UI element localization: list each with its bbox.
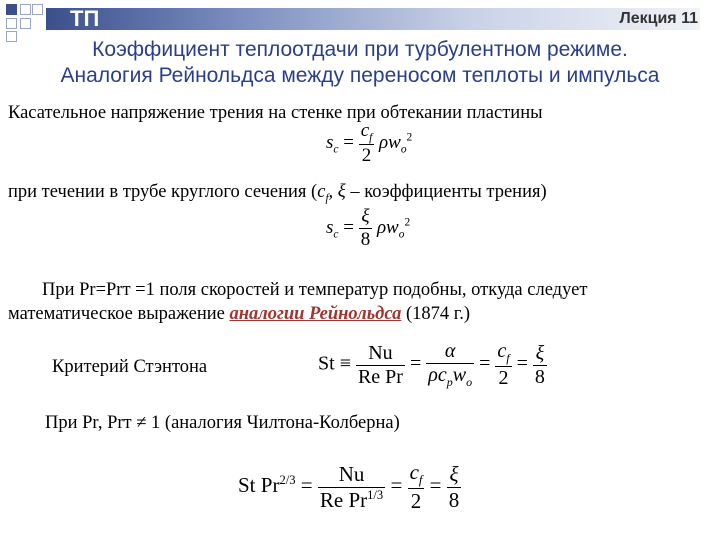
text-line-plate: Касательное напряжение трения на стенке при обтекании пластины xyxy=(8,103,543,123)
formula-chilton-colburn: St $Pr^{2/3}$ = $\frac{Nu}{Re Pr^{1/3}}$ = $\frac{c_f}{2}$ = $\frac{\xi}{8}$ xyxy=(238,460,460,514)
reynolds-analogy-link[interactable]: аналогии Рейнольдса xyxy=(229,304,402,324)
slide-title-line1: Коэффициент теплоотдачи при турбулентном режиме. xyxy=(92,38,628,61)
formula-stanton: St ≡ $\frac{Nu}{\text{Re Pr}}$ = $\frac{\alpha}{\rho c_pw_o}$ = $\frac{c_f}{2}$ = $\frac{\xi}{8}$ xyxy=(318,340,545,389)
text-line-similarity: При Pr=Prт =1 поля скоростей и температур подобны, откуда следует xyxy=(42,280,588,300)
slide-title-line2: Аналогия Рейнольдса между переносом теплоты и импульса xyxy=(60,64,660,87)
formula-pipe-shear: $s_c$ = $\frac{\xi}{8}$ $\rho w_o^2$ xyxy=(326,206,411,250)
text-line-reynolds: математическое выражение аналогии Рейнольдса (1874 г.) xyxy=(8,304,471,324)
lecture-number: Лекция 11 xyxy=(619,10,698,27)
chilton-colburn-label: При Pr, Prт ≠ 1 (аналогия Чилтона-Колберна) xyxy=(45,413,400,433)
header-bar xyxy=(46,8,700,30)
stanton-label: Критерий Стэнтона xyxy=(52,357,208,377)
text-line-pipe: при течении в трубе круглого сечения ($c_f$, ξ – коэффициенты трения) xyxy=(8,182,547,205)
course-label: ТП xyxy=(70,6,100,31)
formula-plate-shear: $s_c$ = $\frac{c_f}{2}$ $\rho w_o^2$ xyxy=(326,120,413,166)
